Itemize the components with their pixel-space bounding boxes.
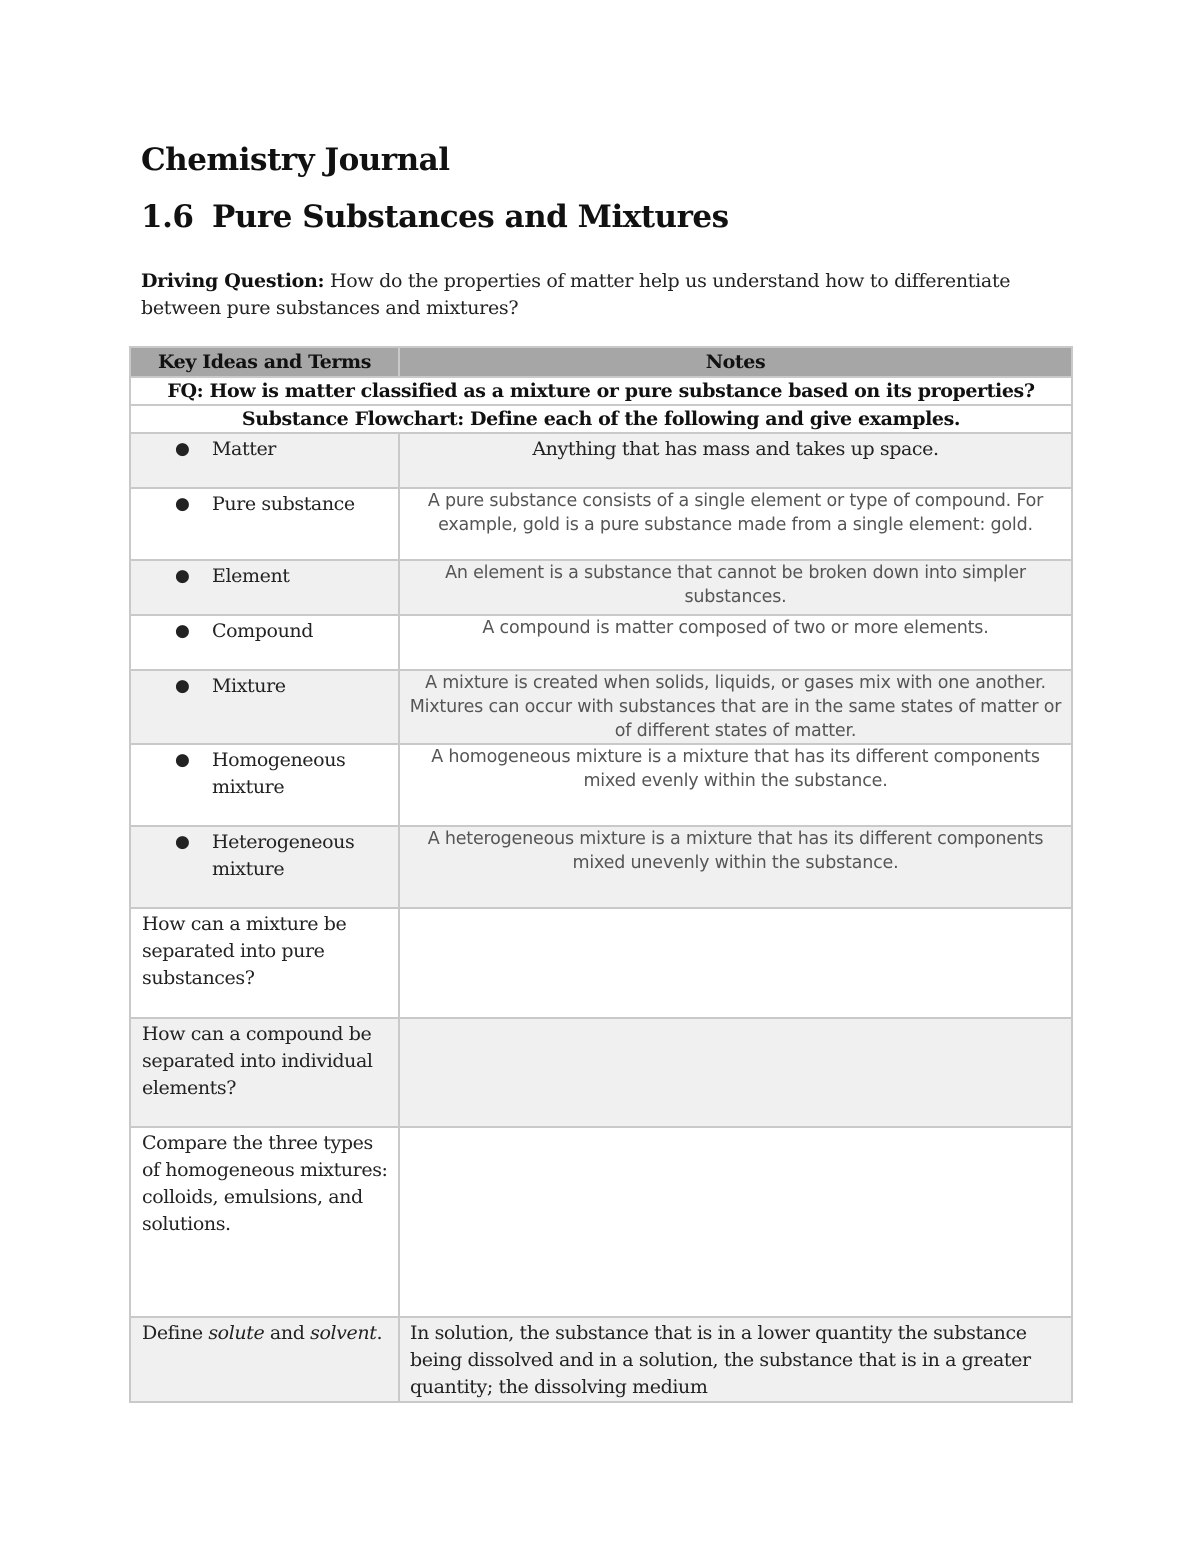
bullet-icon: ●	[175, 566, 190, 586]
question-text: How can a compound be separated into individual elements?	[142, 1023, 373, 1099]
note-text: An element is a substance that cannot be broken down into simpler substances.	[445, 563, 1026, 607]
focus-question: FQ: How is matter classified as a mixture or pure substance based on its properties?	[130, 377, 1072, 405]
document-title: Chemistry Journal	[141, 142, 450, 178]
table-row	[130, 670, 1072, 744]
term-cell	[130, 615, 399, 670]
question-cell	[130, 1317, 399, 1402]
table-row	[130, 908, 1072, 1018]
note-cell[interactable]	[399, 744, 1072, 826]
note-cell[interactable]	[399, 488, 1072, 560]
bullet-icon: ●	[175, 439, 190, 459]
bullet-icon: ●	[175, 676, 190, 696]
answer-text	[400, 1128, 1071, 1130]
term-label: Mixture	[212, 675, 286, 697]
define-prompt	[131, 1318, 398, 1347]
flowchart-row	[130, 405, 1072, 433]
table-row	[130, 826, 1072, 908]
answer-cell[interactable]	[399, 908, 1072, 1018]
term-cell	[130, 744, 399, 826]
table-header-row	[130, 347, 1072, 377]
define-word-solute: solute	[208, 1322, 265, 1344]
question-cell	[130, 1018, 399, 1127]
question-cell	[130, 1127, 399, 1317]
bullet-icon: ●	[175, 494, 190, 514]
table-row	[130, 488, 1072, 560]
note-text: Anything that has mass and takes up space.	[532, 438, 939, 460]
driving-question	[141, 268, 1041, 322]
table-row	[130, 1317, 1072, 1402]
define-prefix: Define	[142, 1322, 209, 1344]
answer-text	[400, 909, 1071, 911]
note-text: A pure substance consists of a single element or type of compound. For example, gold is a pure substance made from a single element: gold.	[427, 491, 1044, 535]
notes-table	[129, 346, 1073, 1403]
term-cell	[130, 826, 399, 908]
table-row	[130, 744, 1072, 826]
note-cell[interactable]	[399, 670, 1072, 744]
table-row	[130, 1018, 1072, 1127]
flowchart-instruction: Substance Flowchart: Define each of the following and give examples.	[130, 405, 1072, 433]
note-text: A heterogeneous mixture is a mixture that has its different components mixed unevenly within the substance.	[427, 829, 1044, 873]
answer-text	[400, 1019, 1071, 1021]
term-label: Compound	[212, 620, 314, 642]
term-label: Matter	[212, 438, 276, 460]
column-header-notes: Notes	[399, 347, 1072, 377]
question-text: Compare the three types of homogeneous mixtures: colloids, emulsions, and solutions.	[142, 1132, 388, 1235]
question-cell	[130, 908, 399, 1018]
term-cell	[130, 488, 399, 560]
note-cell[interactable]	[399, 615, 1072, 670]
section-heading	[141, 199, 729, 235]
term-label: Heterogeneous mixture	[212, 831, 355, 880]
term-label: Element	[212, 565, 290, 587]
answer-text: In solution, the substance that is in a lower quantity the substance being dissolved and in a solution, the substance that is in a greater quantity; the dissolving medium	[410, 1322, 1031, 1398]
table-row	[130, 433, 1072, 488]
note-cell[interactable]	[399, 560, 1072, 615]
term-cell	[130, 670, 399, 744]
note-text: A homogeneous mixture is a mixture that has its different components mixed evenly within the substance.	[431, 747, 1040, 791]
define-middle: and	[264, 1322, 311, 1344]
column-header-key-ideas: Key Ideas and Terms	[130, 347, 399, 377]
term-label: Homogeneous mixture	[212, 749, 346, 798]
note-text: A mixture is created when solids, liquids, or gases mix with one another. Mixtures can occur with substances that are in the same states of matter or of different states of matter.	[409, 673, 1062, 741]
term-cell	[130, 560, 399, 615]
question-text: How can a mixture be separated into pure substances?	[142, 913, 347, 989]
note-text: A compound is matter composed of two or more elements.	[482, 618, 989, 638]
section-title: Pure Substances and Mixtures	[212, 199, 729, 235]
answer-cell[interactable]	[399, 1317, 1072, 1402]
answer-cell[interactable]	[399, 1018, 1072, 1127]
define-word-solvent: solvent	[310, 1322, 377, 1344]
bullet-icon: ●	[175, 621, 190, 641]
section-number: 1.6	[141, 199, 194, 235]
bullet-icon: ●	[175, 750, 190, 770]
driving-question-text: How do the properties of matter help us understand how to differentiate between pure substances and mixtures?	[141, 270, 1011, 319]
answer-cell[interactable]	[399, 1127, 1072, 1317]
define-suffix: .	[376, 1322, 383, 1344]
term-cell	[130, 433, 399, 488]
table-row	[130, 560, 1072, 615]
bullet-icon: ●	[175, 832, 190, 852]
term-label: Pure substance	[212, 493, 355, 515]
table-row	[130, 615, 1072, 670]
table-row	[130, 1127, 1072, 1317]
focus-question-row	[130, 377, 1072, 405]
driving-question-label: Driving Question:	[141, 270, 325, 292]
note-cell[interactable]	[399, 826, 1072, 908]
note-cell[interactable]	[399, 433, 1072, 488]
